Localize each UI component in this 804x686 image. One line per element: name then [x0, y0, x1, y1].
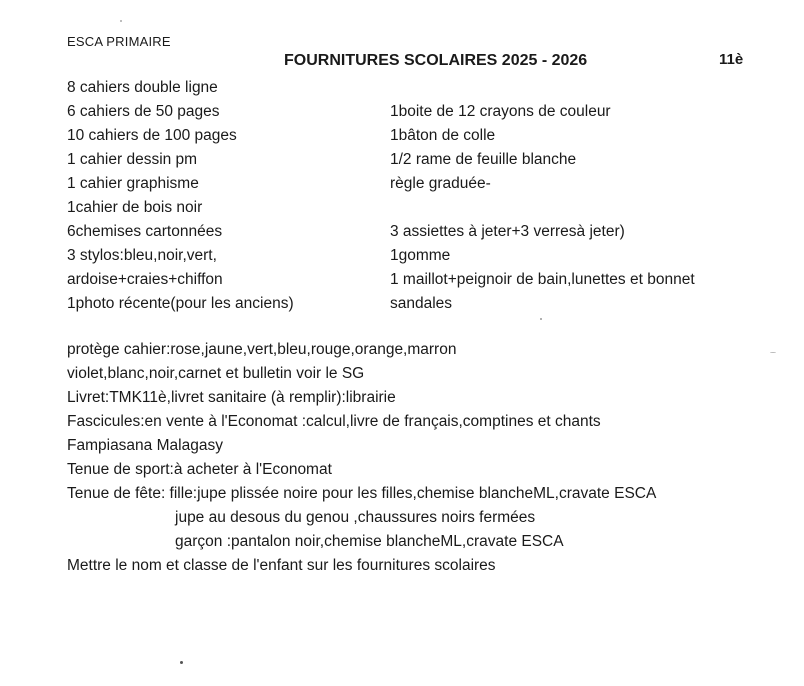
list-item: 10 cahiers de 100 pages — [67, 127, 237, 144]
scan-speck — [120, 20, 122, 22]
supplies-left-column — [67, 76, 294, 316]
note-line: Mettre le nom et classe de l'enfant sur les fournitures scolaires — [67, 557, 496, 574]
scan-speck — [180, 661, 183, 664]
note-line: protège cahier:rose,jaune,vert,bleu,rouge,orange,marron — [67, 341, 457, 358]
list-item: 1boite de 12 crayons de couleur — [390, 103, 611, 120]
list-item: 6chemises cartonnées — [67, 223, 223, 240]
grade-label: 11è — [719, 51, 744, 68]
list-item: 1cahier de bois noir — [67, 199, 203, 216]
list-item: ardoise+craies+chiffon — [67, 271, 223, 288]
list-item: 6 cahiers de 50 pages — [67, 103, 220, 120]
list-item: 3 assiettes à jeter+3 verresà jeter) — [390, 223, 625, 240]
scan-speck — [770, 352, 776, 353]
notes-section — [67, 338, 656, 578]
school-name: ESCA PRIMAIRE — [67, 34, 171, 49]
list-item — [390, 196, 695, 220]
note-line: Livret:TMK11è,livret sanitaire (à remplir):librairie — [67, 389, 396, 406]
supplies-right-column — [390, 76, 695, 316]
list-item: 1 cahier dessin pm — [67, 151, 198, 168]
list-item: règle graduée- — [390, 175, 491, 192]
list-item: 3 stylos:bleu,noir,vert, — [67, 247, 217, 264]
list-item — [390, 76, 695, 100]
list-item: 1 maillot+peignoir de bain,lunettes et bonnet — [390, 271, 695, 288]
scan-speck — [540, 318, 542, 320]
list-item: 1bâton de colle — [390, 127, 496, 144]
list-item: 1/2 rame de feuille blanche — [390, 151, 577, 168]
note-line: jupe au desous du genou ,chaussures noirs fermées — [175, 509, 536, 526]
note-line: Tenue de sport:à acheter à l'Economat — [67, 461, 332, 478]
list-item: 1 cahier graphisme — [67, 175, 199, 192]
page-title: FOURNITURES SCOLAIRES 2025 - 2026 — [284, 52, 588, 69]
note-line: Tenue de fête: fille:jupe plissée noire pour les filles,chemise blancheML,cravate ESCA — [67, 485, 657, 502]
note-line: violet,blanc,noir,carnet et bulletin voir le SG — [67, 365, 365, 382]
note-line: garçon :pantalon noir,chemise blancheML,cravate ESCA — [175, 533, 564, 550]
list-item: 8 cahiers double ligne — [67, 79, 218, 96]
note-line: Fascicules:en vente à l'Economat :calcul,livre de français,comptines et chants — [67, 413, 601, 430]
list-item: 1photo récente(pour les anciens) — [67, 295, 294, 312]
list-item: sandales — [390, 295, 453, 312]
note-line: Fampiasana Malagasy — [67, 437, 223, 454]
list-item: 1gomme — [390, 247, 451, 264]
